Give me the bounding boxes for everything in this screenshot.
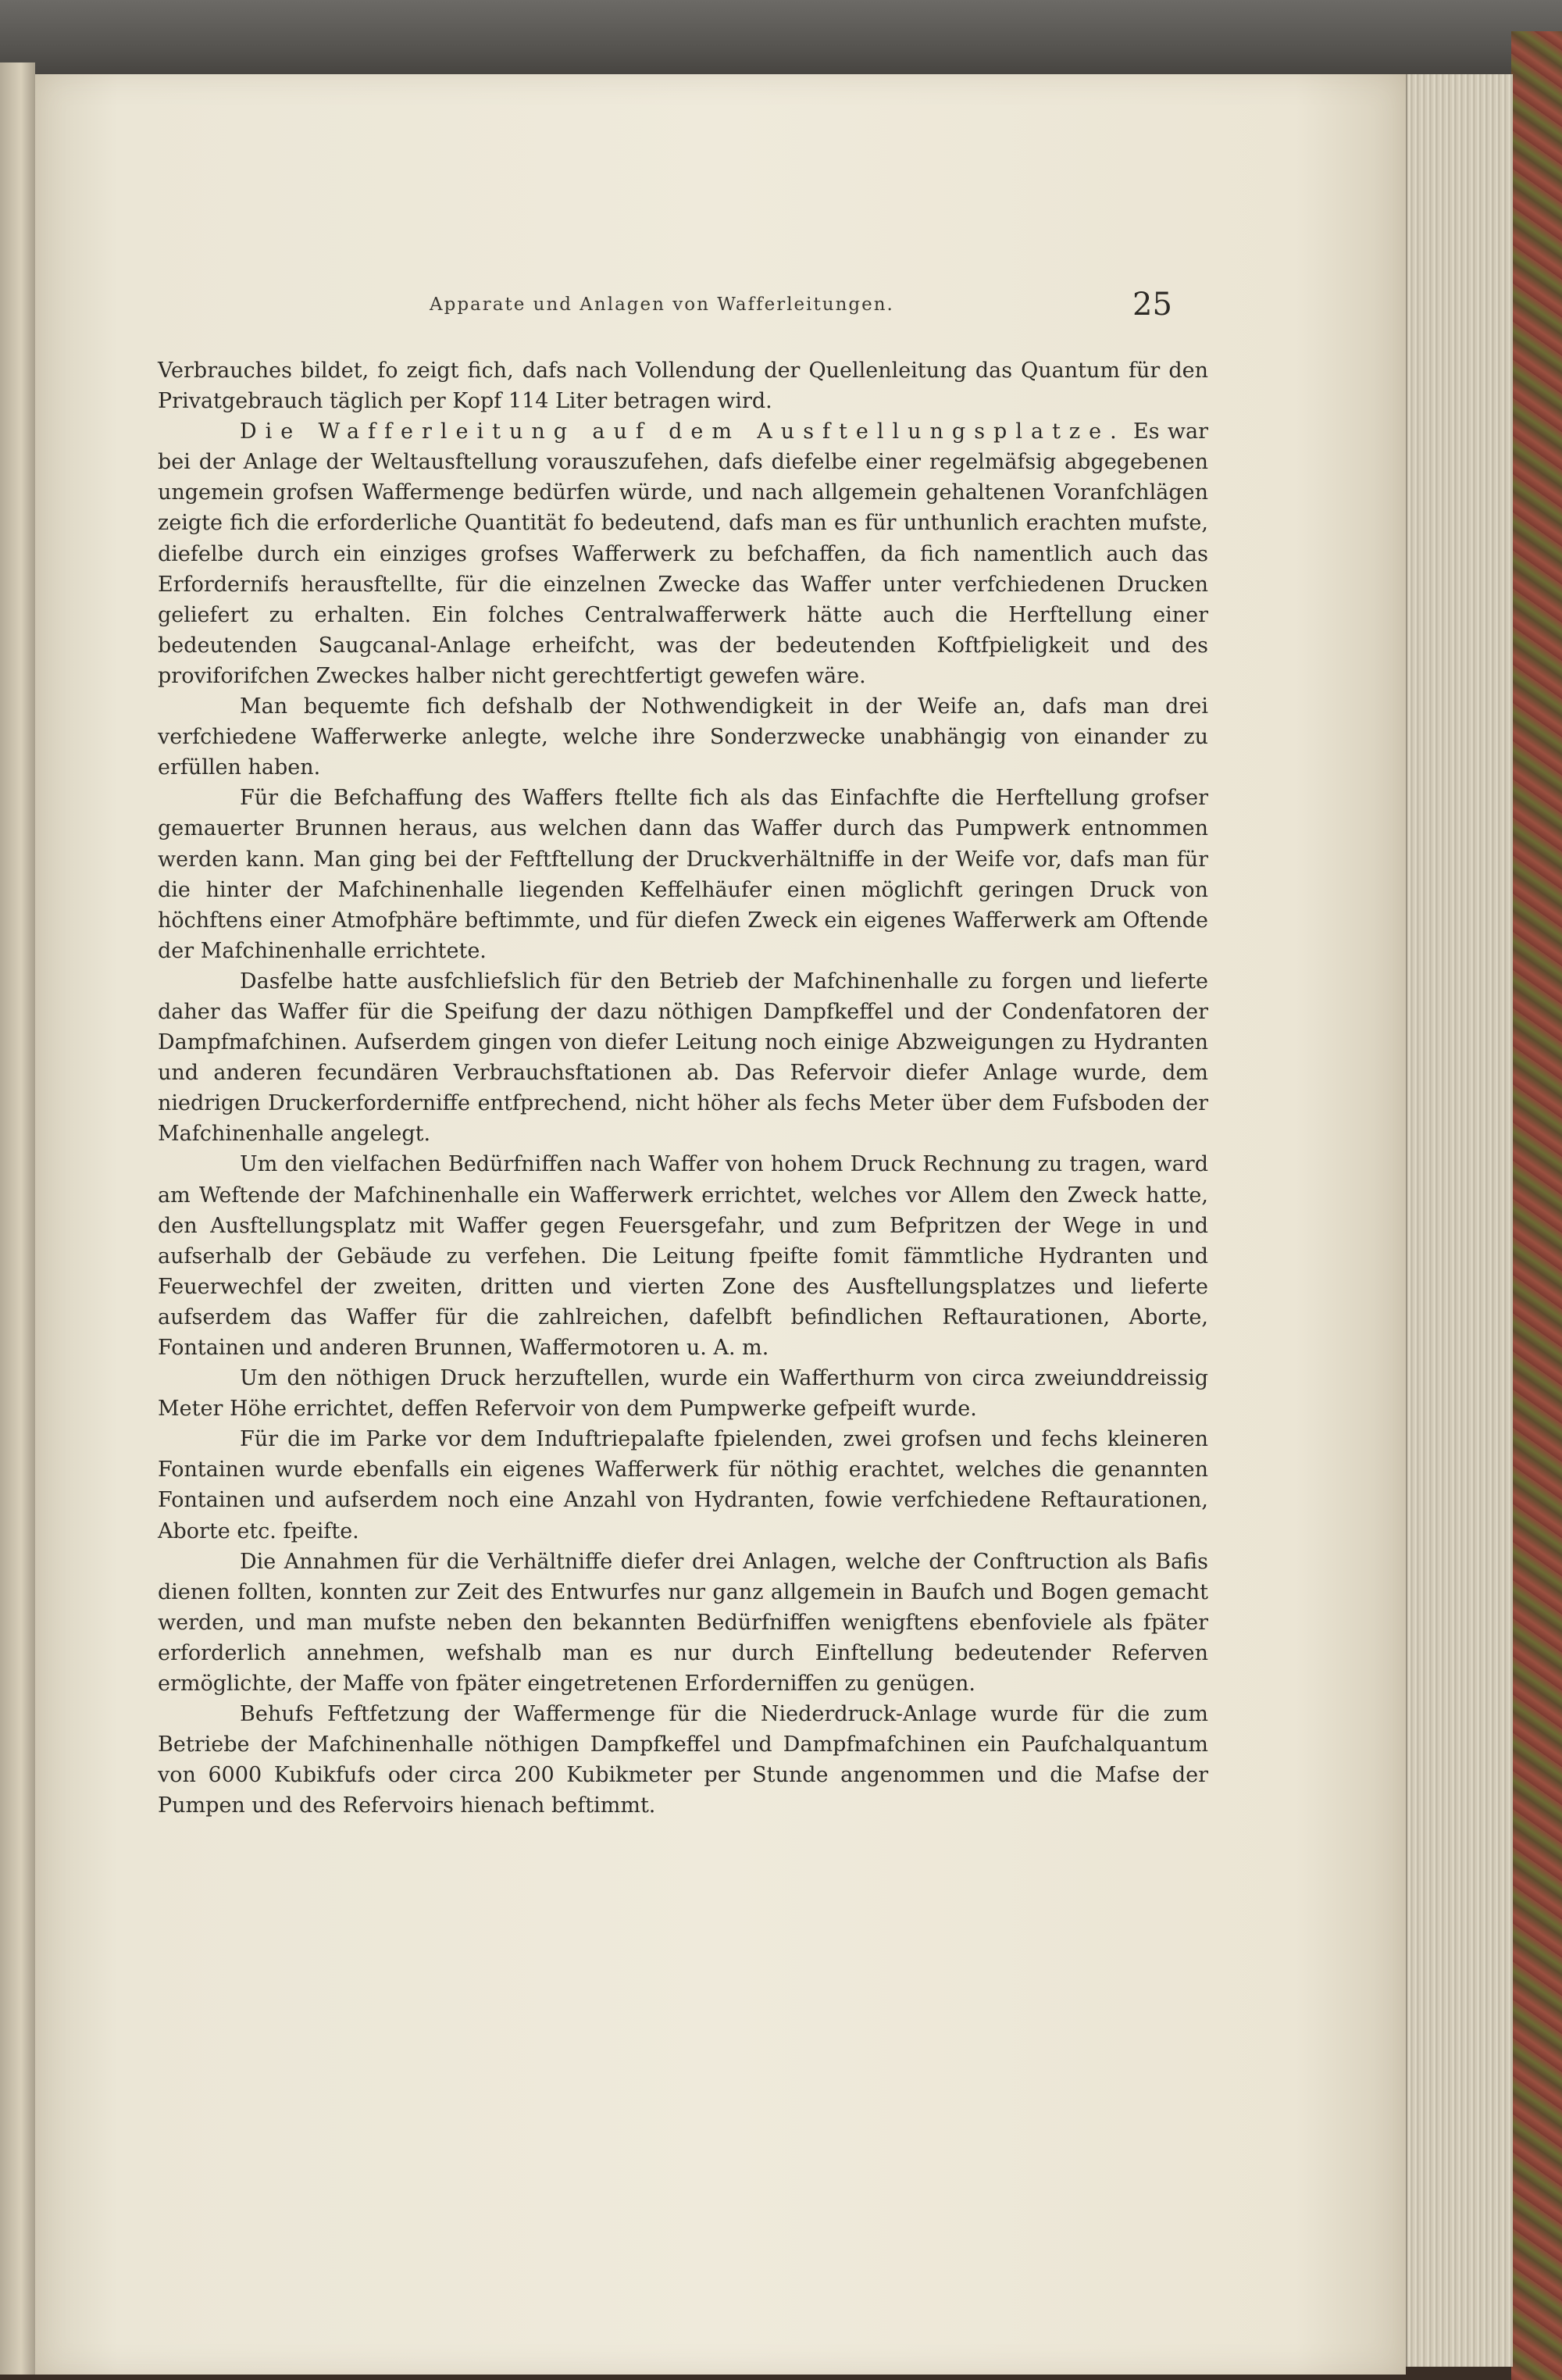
body-text [158, 355, 1208, 1822]
paragraph: Verbrauches bildet, fo zeigt fich, dafs nach Vollendung der Quellenleitung das Quantum für den Privatgebrauch täglich per Kopf 114 Liter betragen wird. [158, 359, 1208, 414]
paragraph: Die Annahmen für die Verhältniffe diefer drei Anlagen, welche der Conftruction als Bafis dienen follten, konnten zur Zeit des Entwurfes nur ganz allgemein in Baufch und Bogen gemacht werden, und man mufste neben den bekannten Bedürfniffen wenigftens ebenfoviele als fpäter erforderlich annehmen, wefshalb man es nur durch Einftellung bedeutender Referven ermöglichte, der Maffe von fpäter eingetretenen Erforderniffen zu genügen. [158, 1549, 1208, 1697]
paragraph: Für die Befchaffung des Waffers ftellte fich als das Einfachfte die Herftellung grofser gemauerter Brunnen heraus, aus welchen dann das Waffer durch das Pumpwerk entnommen werden kann. Man ging bei der Feftftellung der Druckverhältniffe in der Weife vor, dafs man für die hinter der Mafchinenhalle liegenden Keffelhäufer einen möglichft geringen Druck von höchftens einer Atmofphäre beftimmte, und für diefen Zweck ein eigenes Wafferwerk am Oftende der Mafchinenhalle errichtete. [158, 786, 1208, 963]
book-cover-top [0, 0, 1562, 86]
paragraph: Um den vielfachen Bedürfniffen nach Waffer von hohem Druck Rechnung zu tragen, ward am Weftende der Mafchinenhalle ein Wafferwerk errichtet, welches vor Allem den Zweck hatte, den Ausftellungsplatz mit Waffer gegen Feuersgefahr, und zum Befpritzen der Wege in und aufserhalb der Gebäude zu verfehen. Die Leitung fpeifte fomit fämmtliche Hydranten und Feuerwechfel der zweiten, dritten und vierten Zone des Ausftellungsplatzes und lieferte aufserdem das Waffer für die zahlreichen, dafelbft befindlichen Reftaurationen, Aborte, Fontainen und anderen Brunnen, Waffermotoren u. A. m. [158, 1152, 1208, 1360]
paragraph: Für die im Parke vor dem Induftriepalafte fpielenden, zwei grofsen und fechs kleineren Fontainen wurde ebenfalls ein eigenes Wafferwerk für nöthig erachtet, welches die genannten Fontainen und aufserdem noch eine Anzahl von Hydranten, fowie verfchiedene Reftaurationen, Aborte etc. fpeifte. [158, 1427, 1208, 1543]
facing-page-edge [0, 62, 35, 2375]
running-head [35, 287, 1406, 334]
paragraph: Man bequemte fich defshalb der Nothwendigkeit in der Weife an, dafs man drei verfchiedene Wafferwerke anlegte, welche ihre Sonderzwecke unabhängig von einander zu erfüllen haben. [158, 694, 1208, 780]
paragraph-section-start [158, 416, 1208, 691]
book-page [35, 74, 1406, 2375]
section-heading: Die Wafferleitung auf dem Ausftellungsplatze. [240, 419, 1125, 444]
page-number: 25 [1132, 287, 1172, 323]
paragraph-text: Es war bei der Anlage der Weltausftellung vorauszufehen, dafs diefelbe einer regelmäfsig abgegebenen ungemein grofsen Waffermenge bedürfen würde, und nach allgemein gehaltenen Voranfchlägen zeigte fich die erforderliche Quantität fo bedeutend, dafs man es für unthunlich erachten mufste, diefelbe durch ein einziges grofses Wafferwerk zu befchaffen, da fich namentlich auch das Erfordernifs herausftellte, für die einzelnen Zwecke das Waffer unter verfchiedenen Drucken geliefert zu erhalten. Ein folches Centralwafferwerk hätte auch die Herftellung einer bedeutenden Saugcanal-Anlage erheifcht, was der bedeutenden Koftfpieligkeit und des proviforifchen Zweckes halber nicht gerechtfertigt gewefen wäre. [158, 419, 1208, 688]
paragraph: Dasfelbe hatte ausfchliefslich für den Betrieb der Mafchinenhalle zu forgen und lieferte daher das Waffer für die Speifung der dazu nöthigen Dampfkeffel und der Condenfatoren der Dampfmafchinen. Aufserdem gingen von diefer Leitung noch einige Abzweigungen zu Hydranten und anderen fecundären Verbrauchsftationen ab. Das Refervoir diefer Anlage wurde, dem niedrigen Druckerforderniffe entfprechend, nicht höher als fechs Meter über dem Fufsboden der Mafchinenhalle angelegt. [158, 969, 1208, 1147]
page-stack-edges [1406, 74, 1513, 2367]
running-title: Apparate und Anlagen von Wafferleitungen. [430, 294, 894, 315]
paragraph: Um den nöthigen Druck herzuftellen, wurde ein Wafferthurm von circa zweiunddreissig Meter Höhe errichtet, deffen Refervoir von dem Pumpwerke gefpeift wurde. [158, 1366, 1208, 1422]
book-cover-edge [1511, 31, 1562, 2380]
paragraph: Behufs Feftfetzung der Waffermenge für die Niederdruck-Anlage wurde für die zum Betriebe der Mafchinenhalle nöthigen Dampfkeffel und Dampfmafchinen ein Paufchalquantum von 6000 Kubikfufs oder circa 200 Kubikmeter per Stunde angenommen und die Mafse der Pumpen und des Refervoirs hienach beftimmt. [158, 1702, 1208, 1818]
